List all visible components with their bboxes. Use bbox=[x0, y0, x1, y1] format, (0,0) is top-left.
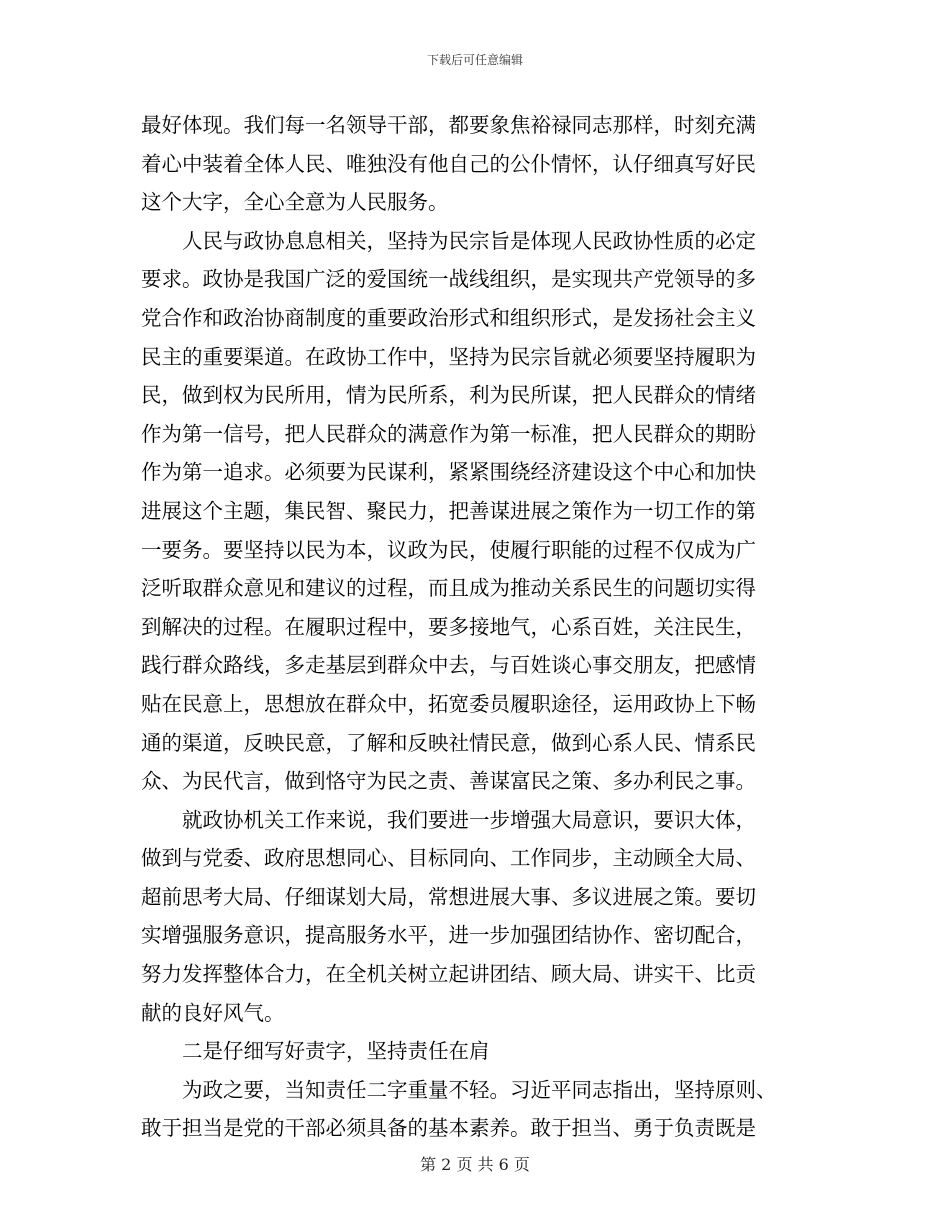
text-line: 要求。政协是我国广泛的爱国统一战线组织，是实现共产党领导的多 bbox=[141, 267, 756, 292]
text-line: 到解决的过程。在履职过程中，要多接地气，心系百姓，关注民生， bbox=[141, 614, 756, 639]
text-line: 人民与政协息息相关，坚持为民宗旨是体现人民政协性质的必定 bbox=[182, 228, 756, 253]
text-line: 二是仔细写好责字，坚持责任在肩 bbox=[182, 1039, 490, 1064]
body-text bbox=[141, 106, 815, 1148]
text-line: 作为第一信号，把人民群众的满意作为第一标准，把人民群众的期盼 bbox=[141, 421, 756, 446]
text-line: 作为第一追求。必须要为民谋利，紧紧围绕经济建设这个中心和加快 bbox=[141, 460, 756, 485]
text-line: 最好体现。我们每一名领导干部，都要象焦裕禄同志那样，时刻充满 bbox=[141, 113, 756, 137]
text-line: 泛听取群众意见和建议的过程，而且成为推动关系民生的问题切实得 bbox=[141, 576, 756, 601]
text-line: 为政之要，当知责任二字重量不轻。习近平同志指出，坚持原则、 bbox=[182, 1077, 777, 1102]
text-line: 通的渠道，反映民意，了解和反映社情民意，做到心系人民、情系民 bbox=[141, 730, 756, 755]
text-line: 超前思考大局、仔细谋划大局，常想进展大事、多议进展之策。要切 bbox=[141, 884, 756, 909]
text-line: 努力发挥整体合力，在全机关树立起讲团结、顾大局、讲实干、比贡 bbox=[141, 962, 756, 987]
text-line: 就政协机关工作来说，我们要进一步增强大局意识，要识大体， bbox=[182, 807, 756, 832]
text-line: 践行群众路线，多走基层到群众中去，与百姓谈心事交朋友，把感情 bbox=[141, 653, 756, 678]
page-number-footer: 第 2 页 共 6 页 bbox=[420, 1155, 530, 1174]
text-line: 做到与党委、政府思想同心、目标同向、工作同步，主动顾全大局、 bbox=[141, 846, 756, 871]
text-line: 党合作和政治协商制度的重要政治形式和组织形式，是发扬社会主义 bbox=[141, 305, 756, 330]
text-line: 实增强服务意识，提高服务水平，进一步加强团结协作、密切配合， bbox=[141, 923, 756, 948]
text-line: 进展这个主题，集民智、聚民力，把善谋进展之策作为一切工作的第 bbox=[141, 498, 756, 523]
text-line: 民，做到权为民所用，情为民所系，利为民所谋，把人民群众的情绪 bbox=[141, 383, 756, 408]
text-line: 敢于担当是党的干部必须具备的基本素养。敢于担当、勇于负责既是 bbox=[141, 1116, 756, 1141]
text-line: 献的良好风气。 bbox=[141, 1000, 285, 1025]
page-header: 下载后可任意编辑 bbox=[426, 53, 523, 67]
text-line: 贴在民意上，思想放在群众中，拓宽委员履职途径，运用政协上下畅 bbox=[141, 691, 756, 716]
text-line: 民主的重要渠道。在政协工作中，坚持为民宗旨就必须要坚持履职为 bbox=[141, 344, 756, 369]
text-line: 一要务。要坚持以民为本，议政为民，使履行职能的过程不仅成为广 bbox=[141, 537, 756, 562]
text-line: 众、为民代言，做到恪守为民之责、善谋富民之策、多办利民之事。 bbox=[141, 769, 756, 794]
text-line: 这个大字，全心全意为人民服务。 bbox=[141, 190, 449, 215]
text-line: 着心中装着全体人民、唯独没有他自己的公仆情怀，认仔细真写好民 bbox=[141, 151, 756, 176]
